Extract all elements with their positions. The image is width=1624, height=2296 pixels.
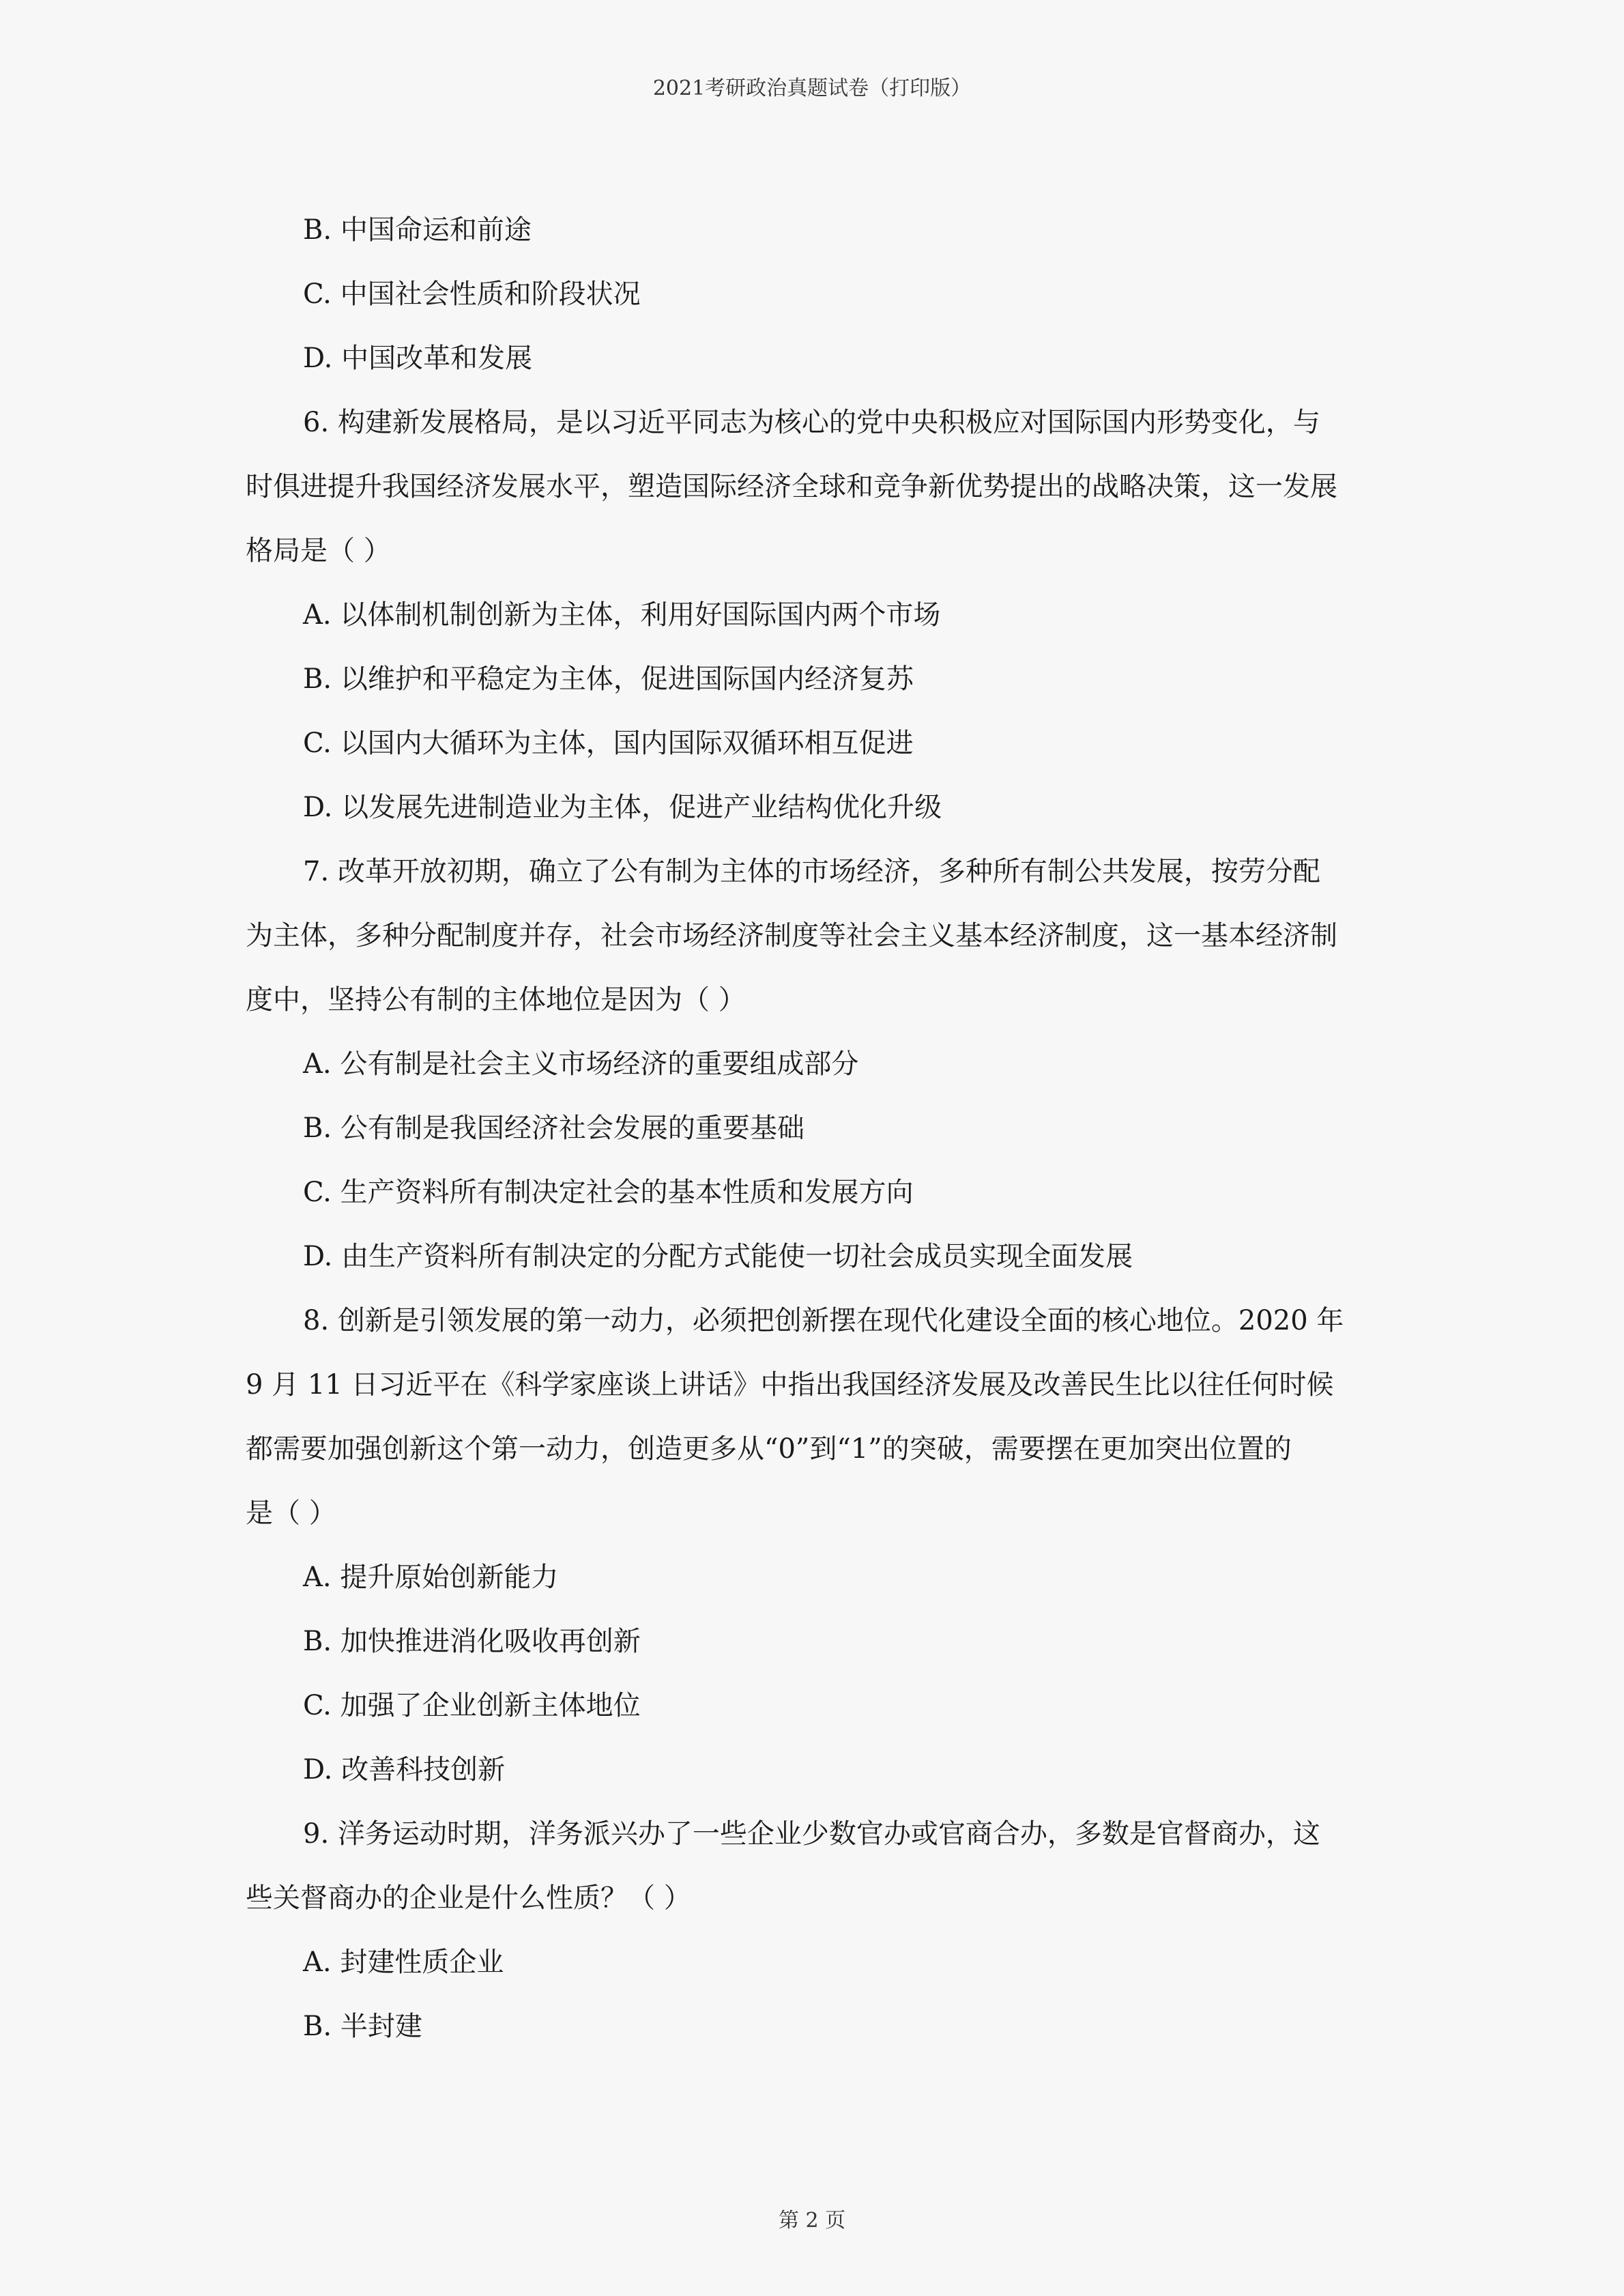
question-text: 9 月 11 日习近平在《科学家座谈上讲话》中指出我国经济发展及改善民生比以往任何时候 (246, 1369, 1334, 1401)
answer-option: C. 以国内大循环为主体，国内国际双循环相互促进 (303, 728, 914, 759)
question-text: 9. 洋务运动时期，洋务派兴办了一些企业少数官办或官商合办，多数是官督商办，这 (303, 1818, 1320, 1850)
question-text: 为主体，多种分配制度并存，社会市场经济制度等社会主义基本经济制度，这一基本经济制 (246, 920, 1337, 951)
answer-option: A. 以体制机制创新为主体，利用好国际国内两个市场 (303, 599, 941, 631)
answer-option: C. 中国社会性质和阶段状况 (303, 278, 641, 310)
question-text: 时俱进提升我国经济发展水平，塑造国际经济全球和竞争新优势提出的战略决策，这一发展 (246, 471, 1337, 502)
question-text: 是（ ） (246, 1497, 336, 1529)
answer-option: D. 以发展先进制造业为主体，促进产业结构优化升级 (303, 792, 942, 823)
question-text: 8. 创新是引领发展的第一动力，必须把创新摆在现代化建设全面的核心地位。2020 年 (303, 1305, 1344, 1336)
answer-option: D. 中国改革和发展 (303, 343, 533, 374)
answer-option: B. 以维护和平稳定为主体，促进国际国内经济复苏 (303, 663, 914, 695)
answer-option: B. 中国命运和前途 (303, 214, 532, 246)
question-text: 7. 改革开放初期，确立了公有制为主体的市场经济，多种所有制公共发展，按劳分配 (303, 856, 1320, 887)
question-text: 6. 构建新发展格局，是以习近平同志为核心的党中央积极应对国际国内形势变化，与 (303, 407, 1320, 438)
answer-option: A. 公有制是社会主义市场经济的重要组成部分 (303, 1048, 859, 1080)
question-text: 格局是（ ） (246, 535, 391, 566)
answer-option: B. 公有制是我国经济社会发展的重要基础 (303, 1113, 804, 1144)
answer-option: B. 加快推进消化吸收再创新 (303, 1626, 641, 1657)
question-text: 些关督商办的企业是什么性质？（ ） (246, 1882, 691, 1914)
answer-option: A. 提升原始创新能力 (303, 1562, 559, 1593)
page-footer: 第 2 页 (778, 2209, 846, 2233)
answer-option: D. 改善科技创新 (303, 1754, 506, 1785)
page-header: 2021考研政治真题试卷（打印版） (652, 76, 972, 100)
question-text: 都需要加强创新这个第一动力，创造更多从“0”到“1”的突破，需要摆在更加突出位置的 (246, 1433, 1292, 1465)
answer-option: D. 由生产资料所有制决定的分配方式能使一切社会成员实现全面发展 (303, 1241, 1133, 1272)
question-text: 度中，坚持公有制的主体地位是因为（ ） (246, 984, 746, 1016)
answer-option: C. 加强了企业创新主体地位 (303, 1690, 641, 1721)
exam-content (246, 198, 1382, 2058)
answer-option: C. 生产资料所有制决定社会的基本性质和发展方向 (303, 1177, 914, 1208)
answer-option: A. 封建性质企业 (303, 1947, 504, 1978)
answer-option: B. 半封建 (303, 2011, 422, 2042)
